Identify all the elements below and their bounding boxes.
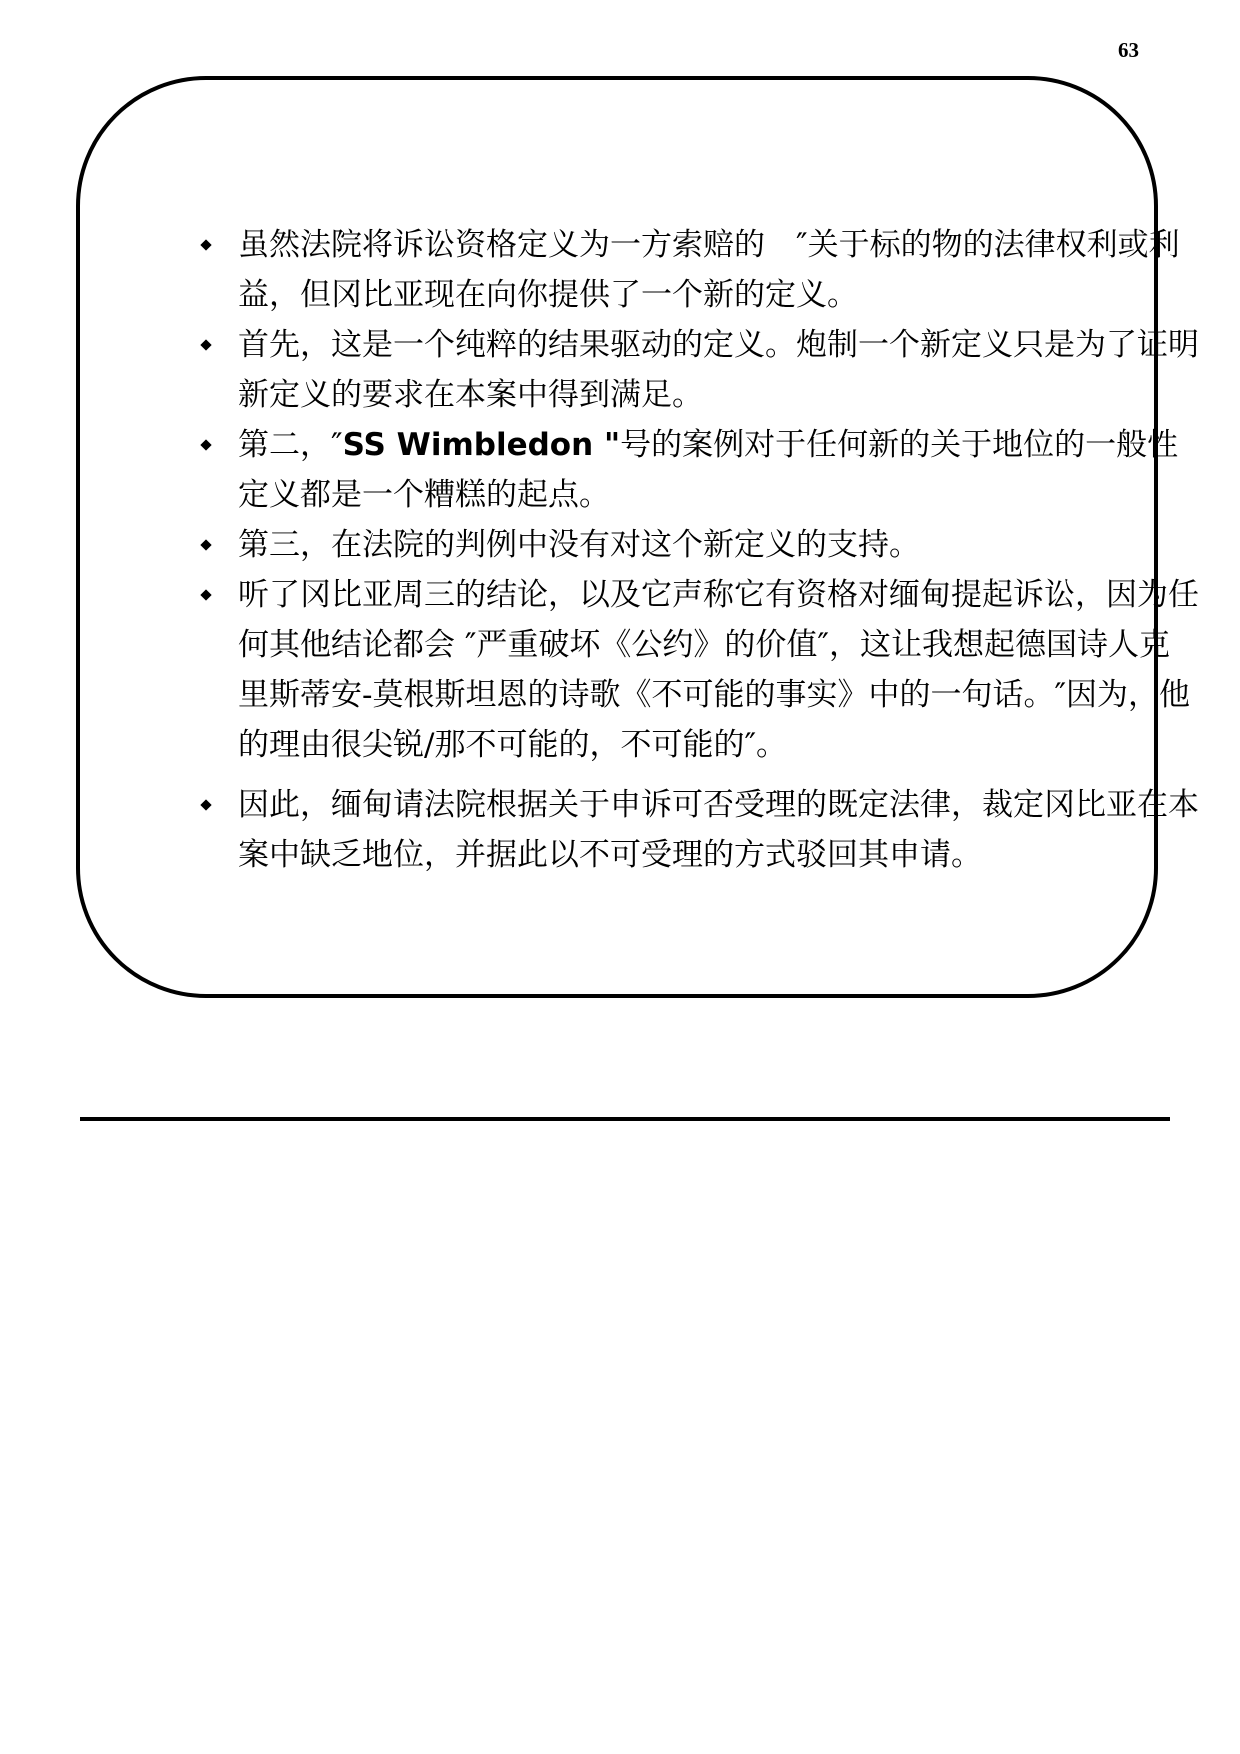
bullet-text-end: 号的案例对于任何新的关于地位的一般性定义都是一个糟糕的起点。 <box>238 427 1179 513</box>
bullet-item <box>160 320 1200 420</box>
bullet-text: 因此，缅甸请法院根据关于申诉可否受理的既定法律，裁定冈比亚在本案中缺乏地位，并据此以不可受理的方式驳回其申请。 <box>238 787 1199 873</box>
page-number: 63 <box>1118 38 1139 62</box>
bullet-item <box>160 520 1200 570</box>
bullet-item <box>160 420 1200 520</box>
bullet-text: 首先，这是一个纯粹的结果驱动的定义。炮制一个新定义只是为了证明新定义的要求在本案中得到满足。 <box>238 327 1199 413</box>
diamond-bullet-icon <box>200 339 211 350</box>
diamond-bullet-icon <box>200 239 211 250</box>
diamond-bullet-icon <box>200 799 211 810</box>
bullet-item <box>160 570 1200 770</box>
diamond-bullet-icon <box>200 589 211 600</box>
bullet-list <box>160 220 1200 880</box>
bullet-text: 第三，在法院的判例中没有对这个新定义的支持。 <box>238 527 920 563</box>
slide-text-box <box>76 76 1199 998</box>
bullet-item <box>160 220 1200 320</box>
diamond-bullet-icon <box>200 439 211 450</box>
bullet-text: 虽然法院将诉讼资格定义为一方索赔的 ″关于标的物的法律权利或利益，但冈比亚现在向你提供了一个新的定义。 <box>238 227 1180 313</box>
diamond-bullet-icon <box>200 539 211 550</box>
bullet-text: 听了冈比亚周三的结论，以及它声称它有资格对缅甸提起诉讼，因为任何其他结论都会 ″严重破坏《公约》的价值″，这让我想起德国诗人克里斯蒂安-莫根斯坦恩的诗歌《不可能的事实》中的一句话。″因为，他的理由很尖锐/那不可能的，不可能的″。 <box>238 577 1199 763</box>
case-name: SS Wimbledon " <box>342 427 621 463</box>
bullet-item <box>160 780 1200 880</box>
horizontal-rule <box>80 1117 1170 1121</box>
bullet-text-start: 第二，″ <box>238 427 343 463</box>
